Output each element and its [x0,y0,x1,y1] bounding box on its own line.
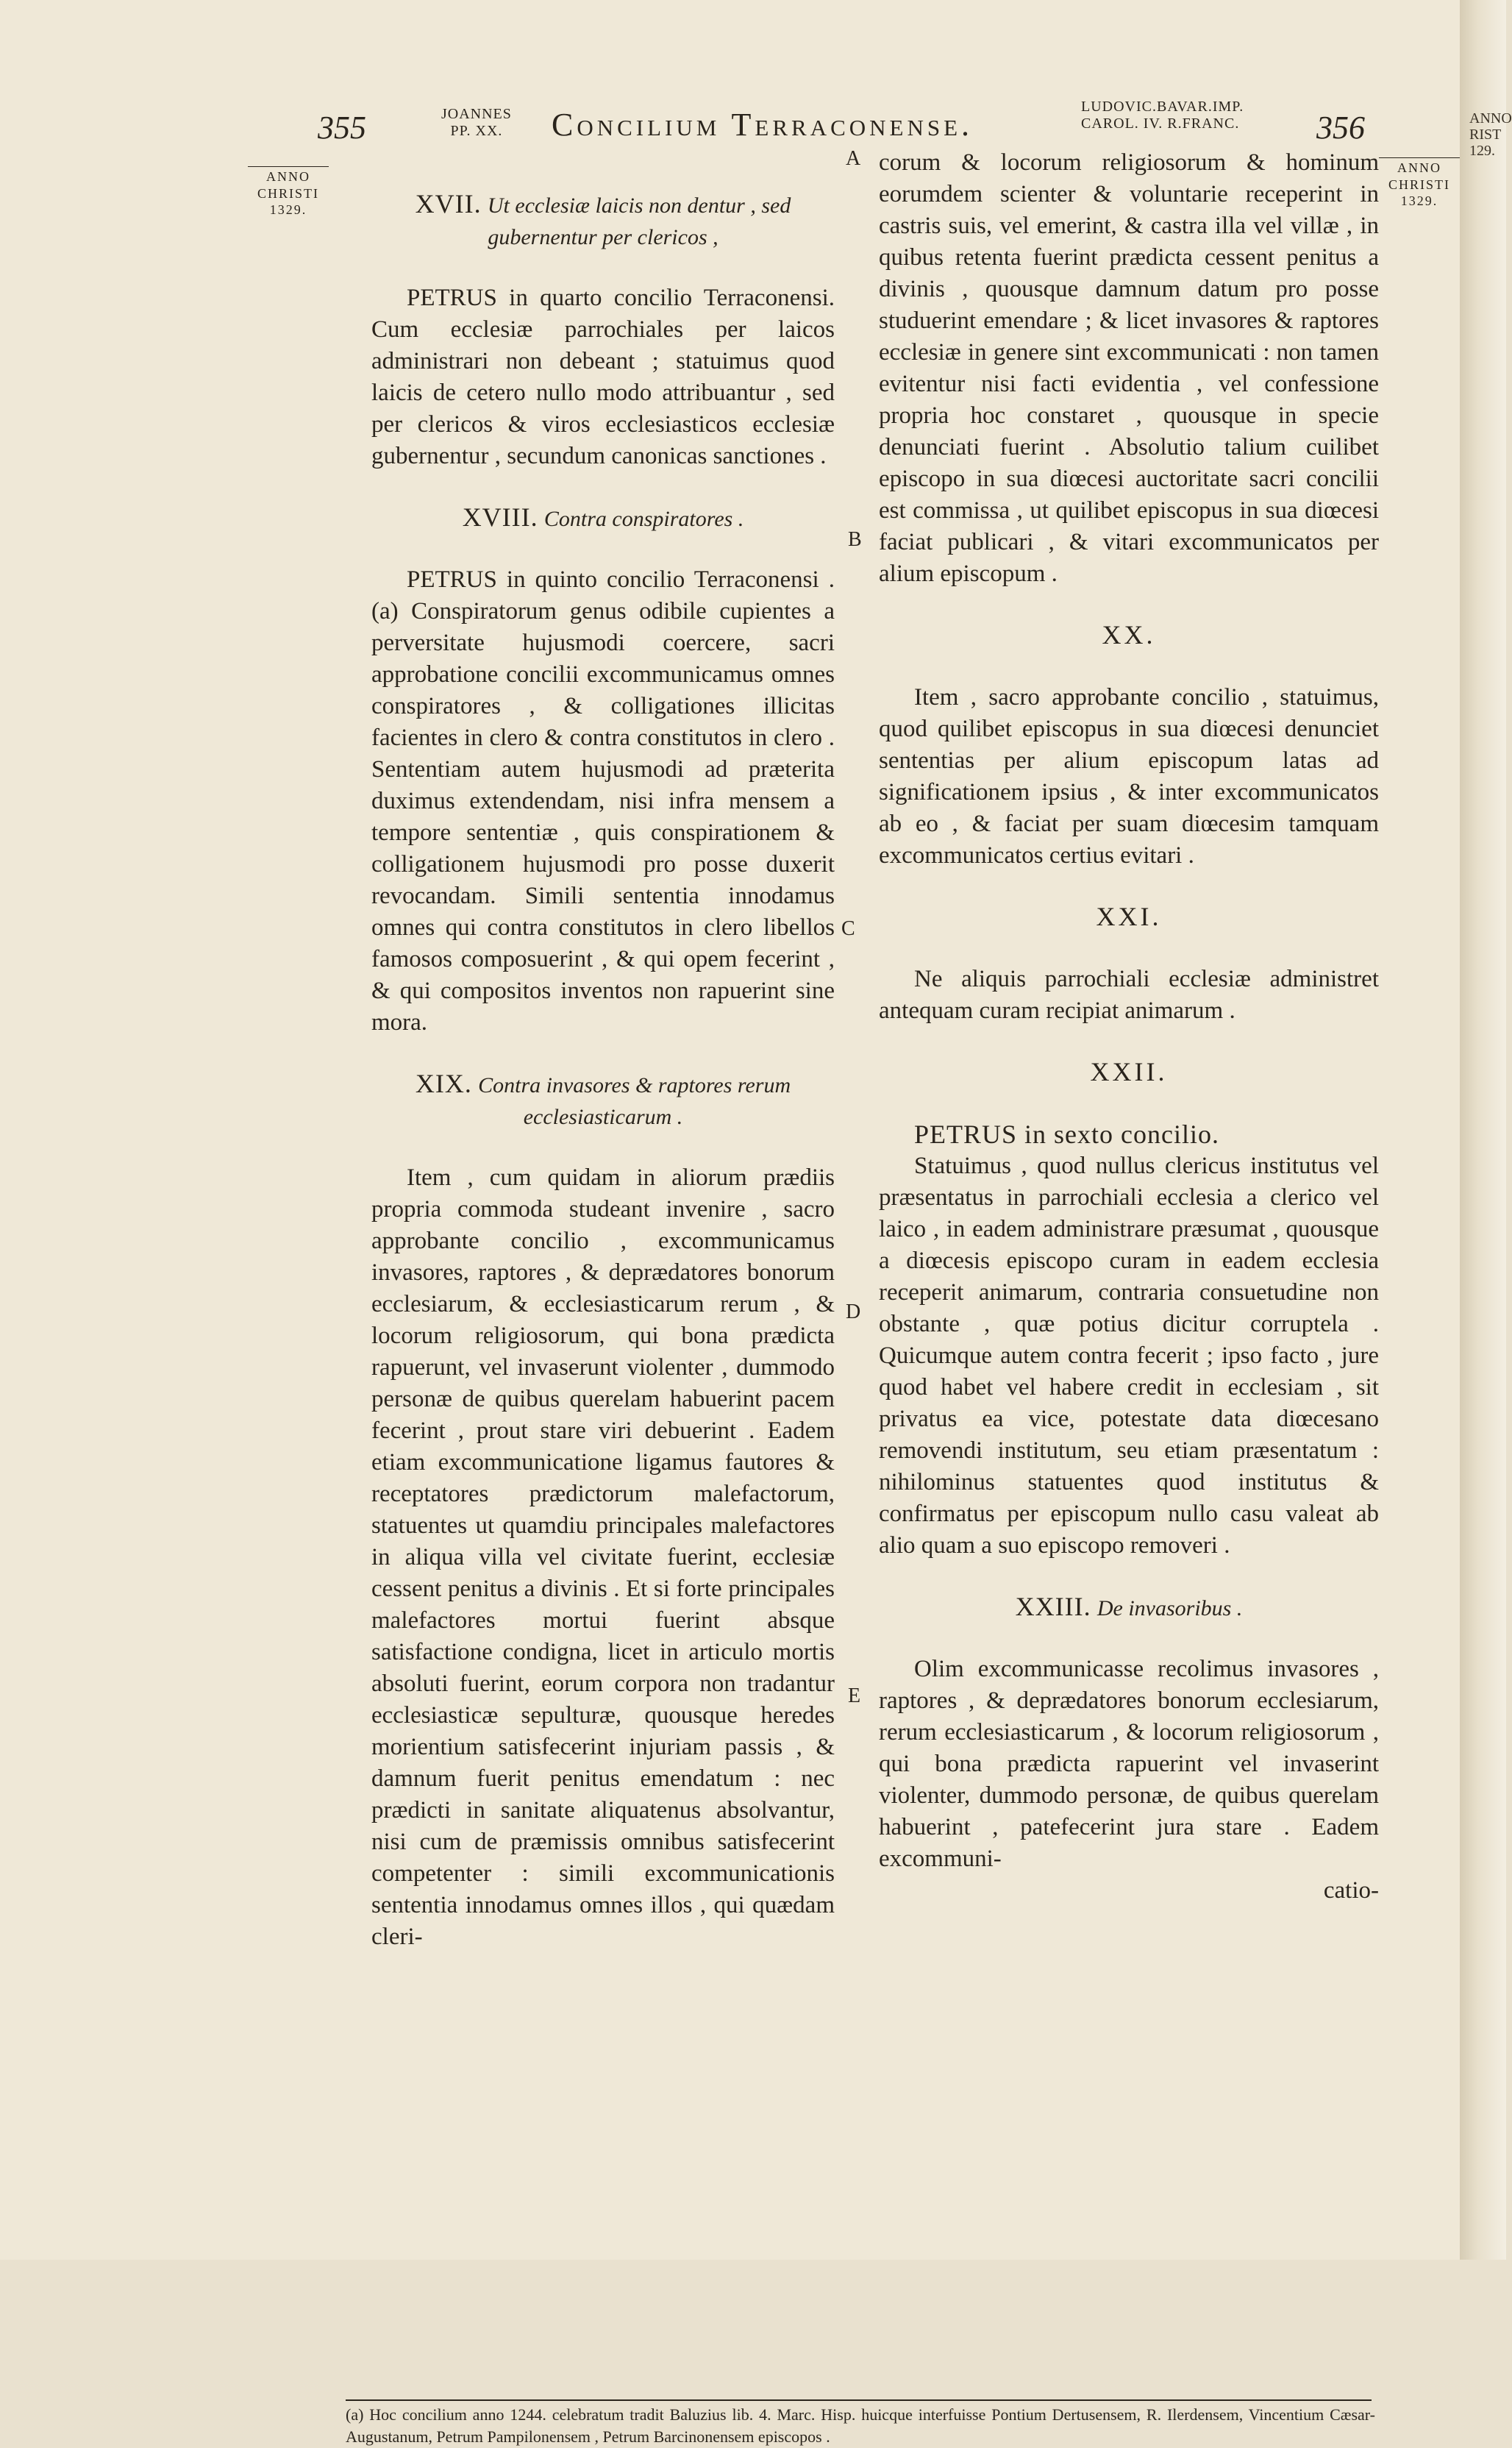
section-title-18: XVIII. Contra conspiratores . [462,502,744,532]
section-text-19: Item , cum quidam in aliorum prædiis propria commoda studeant invenire , sacro approbante concilio , excommunicamus invasores, raptores , & deprædatores bonorum ecclesiarum, & ecclesiasticarum rerum , & locorum religiosorum, qui bona prædicta rapuerunt, vel invaserunt violenter , dummodo personæ de quibus querelam habuerint pacem fecerint , prout stare viri debuerint . Eadem etiam excommunicatione ligamus fautores & receptatores prædictorum malefactorum, statuentes ut quamdiu principales malefactores in aliqua villa vel civitate fuerint, ecclesiæ cessent penitus a divinis . Et si forte principales malefactores mortui fuerint absque satisfactione condigna, licet in articulo mortis absoluti fuerint, eorum corpora non tradantur ecclesiasticæ sepulturæ, quousque heredes morientium satisfecerint injuriam passis , & damnum fuerit penitus emendatum : nec prædicti in sanitate aliquatenus absolvantur, nisi cum de præmissis omnibus satisfecerint competenter : simili excommunicationis sententia innodamus omnes illos , qui quædam cleri- [371,1164,835,1950]
section-title-17: XVII. Ut ecclesiæ laicis non dentur , sed gubernentur per clericos , [415,189,791,249]
section-intro-22: PETRUS in sexto concilio. [914,1120,1219,1149]
footnote-divider [346,2399,1372,2401]
left-column [371,147,835,1953]
right-column [879,147,1379,1907]
section-title-19: XIX. Contra invasores & raptores rerum ecclesiasticarum . [415,1069,791,1129]
facing-page-edge [1460,0,1512,2260]
footnote: (a) Hoc concilium anno 1244. celebratum tradit Baluzius lib. 4. Marc. Hisp. huicque interfuisse Pontium Dertusensem, R. Ilerdensem, Vincentium Cæsar-Augustanum, Petrum Pampilonensem , Petrum Barcinonensem episcopos . [346,2405,1375,2446]
section-text-17: PETRUS in quarto concilio Terraconensi. Cum ecclesiæ parrochiales per laicos administrari non debeant ; statuimus quod laicis de cetero nullo modo attribuantur , sed per clericos & viros ecclesiasticos ecclesiæ gubernentur , secundum canonicas sanctiones . [371,285,835,469]
column-letter-d: D [846,1300,861,1323]
running-header [0,96,1460,154]
section-title-21: XXI. [1096,902,1162,931]
section-text-18: PETRUS in quinto concilio Terraconensi . (a) Conspiratorum genus odibile cupientes a perversitate hujusmodi coercere, sacri approbatione concilii excommunicamus omnes conspiratores , & colligationes illicitas facientes in clero & contra constitutos in clero . Sententiam autem hujusmodi ad præterita duximus extendendam, nisi infra mensem a tempore sententiæ , quis conspirationem & colligationem hujusmodi pro posse duxerit revocandam. Simili sententia innodamus omnes qui contra constitutos in clero libellos famosos composuerint , & qui opem fecerint , & qui compositos inventos non rapuerint sine mora. [371,566,835,1036]
catchword: catio- [1323,1877,1379,1904]
section-text-19-continued: corum & locorum religiosorum & hominum eorumdem scienter & voluntarie receperint in castris suis, vel emerint, & castra illa vel villæ , in quibus retenta fuerint prædicta cessent penitus a divinis , quousque damnum datum pro posse studuerint emendare ; & licet invasores & raptores ecclesiæ in genere sint excommunicati : non tamen evitentur nisi facti evidentia , vel confessione propria hoc constaret , quousque in specie denunciati fuerint . Absolutio talium cuilibet episcopo in sua diœcesi auctoritate sacri concilii est commissa , ut quilibet episcopus in sua diœcesi faciat publicari , & vitari excommunicatos per alium episcopum . [879,149,1379,587]
section-title-20: XX. [1102,620,1156,650]
right-running-head: LUDOVIC.BAVAR.IMP. CAROL. IV. R.FRANC. [1081,99,1244,132]
section-text-21: Ne aliquis parrochiali ecclesiæ administret antequam curam recipiat animarum . [879,966,1379,1024]
section-title-22: XXII. [1090,1057,1168,1086]
column-letter-e: E [848,1684,861,1707]
section-text-23: Olim excommunicasse recolimus invasores , raptores , & deprædatores bonorum ecclesiarum, rerum ecclesiasticarum , & locorum religiosorum , qui bona prædicta rapuerint vel invaserint violenter, dummodo personæ, de quibus querelam habuerint , patefecerint jura stare . Eadem excommuni- [879,1656,1379,1872]
edge-margin-note: ANNO RIST 129. [1469,110,1512,159]
column-letter-a: A [846,147,861,170]
margin-note-right: ANNO CHRISTI 1329. [1375,157,1463,210]
section-text-20: Item , sacro approbante concilio , statuimus, quod quilibet episcopus in sua diœcesi denunciet sententias per alium episcopum latas ad significationem ipsius , & inter excommunicatos ab eo , & faciat per suam diœcesim tamquam excommunicatos certius evitari . [879,684,1379,869]
right-page-number: 356 [1316,110,1365,146]
column-letter-c: C [841,917,855,940]
section-text-22: Statuimus , quod nullus clericus institutus vel præsentatus in parrochiali ecclesia a clerico vel laico , in eadem administrare præsumat , quousque a diœcesis episcopo curam in eadem ecclesia receperit animarum, contraria consuetudine non obstante , quæ potius dicitur corruptela . Quicumque autem contra fecerit ; ipso facto , jure quod habet vel habere credit in ecclesiam , sit privatus ea vice, potestate data diœcesano removendi institutum, seu etiam præsentatum : nihilominus statuentes quod institutus & confirmatus per episcopum nullo casu valeat ab alio quam a suo episcopo removeri . [879,1153,1379,1559]
left-page-number: 355 [318,110,366,146]
section-title-23: XXIII. De invasoribus . [1015,1592,1243,1621]
page-title: Concilium Terraconense. [552,107,974,143]
column-letter-b: B [848,528,862,551]
left-running-head: JOANNES PP. XX. [441,106,512,139]
margin-note-left: ANNO CHRISTI 1329. [244,166,332,218]
